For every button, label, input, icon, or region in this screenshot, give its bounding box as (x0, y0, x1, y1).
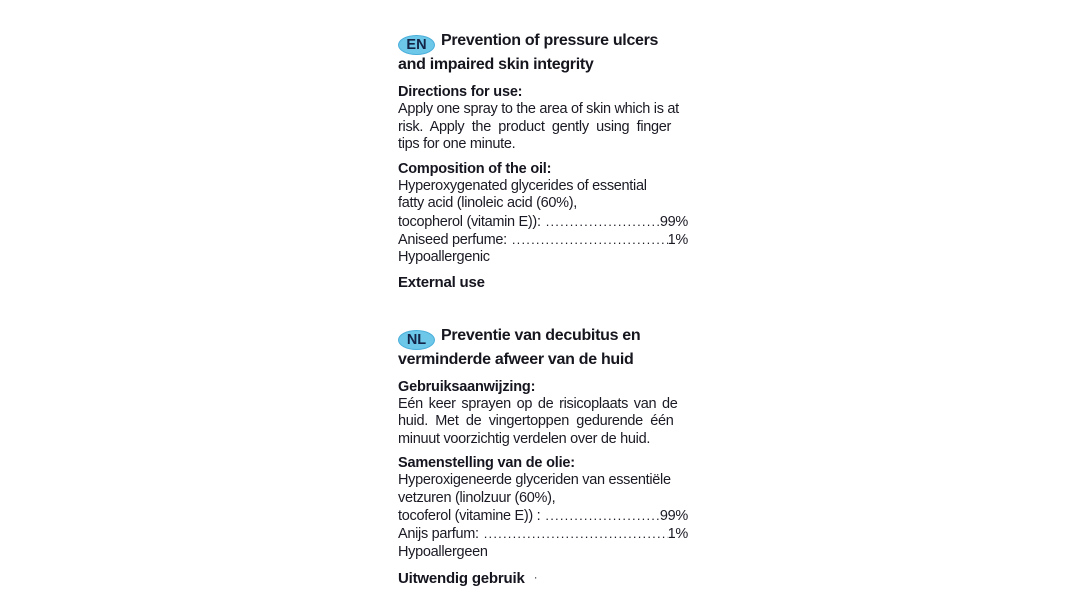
nl-external-use-text: Uitwendig gebruik (398, 570, 525, 588)
dot-leader (541, 213, 660, 230)
en-language-badge: EN (398, 35, 435, 55)
nl-directions-line: huid. Met de vingertoppen gedurende één (398, 413, 674, 430)
nl-composition-line: Hyperoxigeneerde glyceriden van essentiële (398, 472, 671, 489)
en-directions-line: tips for one minute. (398, 136, 516, 152)
en-title (398, 31, 688, 74)
nl-ingredient-label: Anijs parfum: (398, 526, 479, 543)
nl-ingredient-value: 1% (667, 526, 688, 543)
nl-composition-line: vetzuren (linolzuur (60%), (398, 489, 556, 506)
nl-external-use (398, 568, 688, 588)
nl-title-line2: verminderde afweer van de huid (398, 350, 634, 368)
en-composition-line: fatty acid (linoleic acid (60%), (398, 195, 577, 211)
nl-title (398, 326, 688, 369)
nl-composition-leader-row (398, 507, 688, 525)
en-title-line2: and impaired skin integrity (398, 56, 594, 73)
nl-ingredient-value: 99% (659, 508, 688, 525)
nl-language-badge: NL (398, 330, 435, 350)
scan-artifact-dot: · (533, 570, 538, 585)
section-nl (398, 326, 688, 589)
nl-composition-leader-row (398, 525, 688, 543)
en-title-line1: Prevention of pressure ulcers (441, 32, 659, 49)
en-directions-line: Apply one spray to the area of skin which is at (398, 101, 679, 117)
nl-composition-line: Hypoallergeen (398, 543, 488, 560)
nl-directions-heading: Gebruiksaanwijzing: (398, 378, 536, 395)
dot-leader (479, 525, 668, 542)
label-text-column (398, 31, 688, 588)
en-ingredient-label: Aniseed perfume: (398, 231, 507, 248)
nl-directions-line: minuut voorzichtig verdelen over de huid. (398, 430, 651, 447)
dot-leader (507, 231, 668, 248)
en-composition-line: Hyperoxygenated glycerides of essential (398, 177, 647, 194)
nl-directions-line: Eén keer sprayen op de risicoplaats van de (398, 395, 678, 412)
nl-title-line1: Preventie van decubitus en (441, 326, 641, 344)
nl-composition-heading: Samenstelling van de olie: (398, 455, 575, 472)
en-ingredient-label: tocopherol (vitamin E)): (398, 213, 541, 230)
en-composition-leader-row (398, 213, 688, 231)
en-composition-heading: Composition of the oil: (398, 160, 552, 177)
en-composition-line: Hypoallergenic (398, 249, 490, 266)
en-directions-line: risk. Apply the product gently using finger (398, 118, 672, 135)
en-ingredient-value: 99% (659, 213, 688, 230)
en-external-use: External use (398, 273, 485, 291)
nl-ingredient-label: tocoferol (vitamine E)) : (398, 508, 541, 525)
dot-leader (540, 507, 659, 524)
en-directions-heading: Directions for use: (398, 84, 523, 100)
section-en (398, 31, 688, 292)
en-ingredient-value: 1% (667, 231, 688, 248)
en-composition-leader-row (398, 231, 688, 249)
